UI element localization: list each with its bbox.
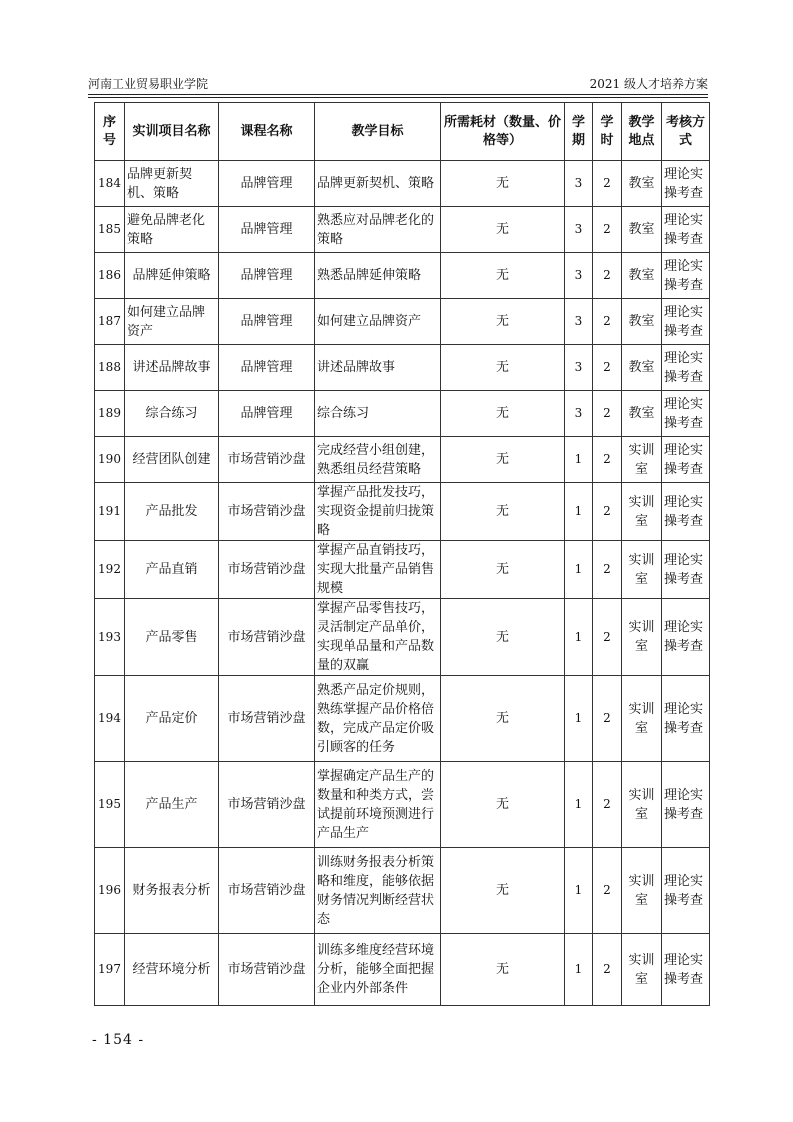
- cell-place: 实训室: [622, 437, 662, 483]
- cell-place: 实训室: [622, 676, 662, 762]
- cell-project: 产品生产: [125, 762, 219, 848]
- table-row: [95, 762, 710, 848]
- table-row: [95, 161, 710, 207]
- cell-course: 市场营销沙盘: [219, 541, 315, 599]
- cell-material: 无: [441, 299, 565, 345]
- cell-material: 无: [441, 762, 565, 848]
- cell-course: 市场营销沙盘: [219, 437, 315, 483]
- cell-hours: 2: [593, 253, 622, 299]
- cell-material: 无: [441, 391, 565, 437]
- cell-assess: 理论实操考查: [662, 934, 710, 1006]
- cell-assess: 理论实操考查: [662, 253, 710, 299]
- cell-no: 194: [95, 676, 125, 762]
- cell-term: 1: [565, 762, 593, 848]
- cell-goal: 掌握产品直销技巧，实现大批量产品销售规模: [315, 541, 441, 599]
- col-header-material: 所需耗材（数量、价格等）: [441, 103, 565, 161]
- cell-goal: 掌握确定产品生产的数量和种类方式，尝试提前环境预测进行产品生产: [315, 762, 441, 848]
- cell-project: 产品批发: [125, 483, 219, 541]
- cell-project: 产品零售: [125, 599, 219, 676]
- cell-assess: 理论实操考查: [662, 391, 710, 437]
- cell-term: 3: [565, 161, 593, 207]
- table-row: [95, 345, 710, 391]
- cell-material: 无: [441, 207, 565, 253]
- cell-place: 教室: [622, 207, 662, 253]
- cell-assess: 理论实操考查: [662, 762, 710, 848]
- cell-term: 1: [565, 541, 593, 599]
- table-row: [95, 483, 710, 541]
- cell-hours: 2: [593, 541, 622, 599]
- cell-goal: 综合练习: [315, 391, 441, 437]
- cell-goal: 熟悉应对品牌老化的策略: [315, 207, 441, 253]
- table-row: [95, 934, 710, 1006]
- cell-project: 品牌更新契机、策略: [125, 161, 219, 207]
- training-table: [94, 102, 710, 1006]
- cell-no: 190: [95, 437, 125, 483]
- cell-hours: 2: [593, 207, 622, 253]
- cell-material: 无: [441, 483, 565, 541]
- page-header: [88, 76, 708, 92]
- cell-course: 品牌管理: [219, 345, 315, 391]
- cell-project: 产品直销: [125, 541, 219, 599]
- table-row: [95, 599, 710, 676]
- cell-project: 避免品牌老化策略: [125, 207, 219, 253]
- cell-assess: 理论实操考查: [662, 207, 710, 253]
- plan-title: 2021 级人才培养方案: [589, 77, 708, 91]
- cell-goal: 训练财务报表分析策略和维度，能够依据财务情况判断经营状态: [315, 848, 441, 934]
- cell-term: 1: [565, 848, 593, 934]
- cell-assess: 理论实操考查: [662, 299, 710, 345]
- cell-project: 经营团队创建: [125, 437, 219, 483]
- cell-course: 品牌管理: [219, 391, 315, 437]
- col-header-goal: 教学目标: [315, 103, 441, 161]
- cell-project: 经营环境分析: [125, 934, 219, 1006]
- col-header-no: 序号: [95, 103, 125, 161]
- table-row: [95, 299, 710, 345]
- table-row: [95, 437, 710, 483]
- cell-project: 品牌延伸策略: [125, 253, 219, 299]
- col-header-place: 教学地点: [622, 103, 662, 161]
- cell-hours: 2: [593, 934, 622, 1006]
- cell-goal: 熟悉品牌延伸策略: [315, 253, 441, 299]
- cell-material: 无: [441, 253, 565, 299]
- cell-goal: 掌握产品零售技巧，灵活制定产品单价，实现单品量和产品数量的双赢: [315, 599, 441, 676]
- cell-hours: 2: [593, 299, 622, 345]
- cell-material: 无: [441, 161, 565, 207]
- cell-hours: 2: [593, 345, 622, 391]
- table-row: [95, 391, 710, 437]
- cell-hours: 2: [593, 161, 622, 207]
- cell-assess: 理论实操考查: [662, 848, 710, 934]
- cell-term: 3: [565, 345, 593, 391]
- table-row: [95, 676, 710, 762]
- cell-no: 196: [95, 848, 125, 934]
- cell-hours: 2: [593, 848, 622, 934]
- cell-term: 3: [565, 299, 593, 345]
- header-rule: [88, 94, 708, 95]
- cell-course: 品牌管理: [219, 207, 315, 253]
- cell-goal: 掌握产品批发技巧，实现资金提前归拢策略: [315, 483, 441, 541]
- cell-course: 品牌管理: [219, 253, 315, 299]
- cell-material: 无: [441, 848, 565, 934]
- cell-place: 实训室: [622, 848, 662, 934]
- cell-no: 197: [95, 934, 125, 1006]
- table-row: [95, 253, 710, 299]
- cell-assess: 理论实操考查: [662, 676, 710, 762]
- cell-assess: 理论实操考查: [662, 345, 710, 391]
- cell-assess: 理论实操考查: [662, 437, 710, 483]
- cell-assess: 理论实操考查: [662, 599, 710, 676]
- table-row: [95, 848, 710, 934]
- cell-goal: 品牌更新契机、策略: [315, 161, 441, 207]
- cell-assess: 理论实操考查: [662, 483, 710, 541]
- cell-goal: 如何建立品牌资产: [315, 299, 441, 345]
- col-header-term: 学期: [565, 103, 593, 161]
- cell-material: 无: [441, 676, 565, 762]
- cell-material: 无: [441, 599, 565, 676]
- cell-course: 市场营销沙盘: [219, 599, 315, 676]
- cell-place: 实训室: [622, 762, 662, 848]
- cell-course: 品牌管理: [219, 299, 315, 345]
- cell-hours: 2: [593, 676, 622, 762]
- cell-goal: 训练多维度经营环境分析，能够全面把握企业内外部条件: [315, 934, 441, 1006]
- table-row: [95, 541, 710, 599]
- cell-course: 市场营销沙盘: [219, 934, 315, 1006]
- col-header-assess: 考核方式: [662, 103, 710, 161]
- cell-goal: 完成经营小组创建，熟悉组员经营策略: [315, 437, 441, 483]
- cell-place: 实训室: [622, 483, 662, 541]
- cell-place: 教室: [622, 345, 662, 391]
- cell-place: 教室: [622, 161, 662, 207]
- cell-no: 195: [95, 762, 125, 848]
- table-row: [95, 207, 710, 253]
- cell-goal: 熟悉产品定价规则，熟练掌握产品价格倍数，完成产品定价吸引顾客的任务: [315, 676, 441, 762]
- cell-course: 市场营销沙盘: [219, 483, 315, 541]
- cell-no: 185: [95, 207, 125, 253]
- cell-term: 1: [565, 676, 593, 762]
- cell-material: 无: [441, 437, 565, 483]
- cell-material: 无: [441, 541, 565, 599]
- cell-hours: 2: [593, 762, 622, 848]
- cell-course: 市场营销沙盘: [219, 848, 315, 934]
- cell-term: 1: [565, 934, 593, 1006]
- cell-hours: 2: [593, 483, 622, 541]
- cell-no: 188: [95, 345, 125, 391]
- page-number: - 154 -: [92, 1032, 145, 1048]
- cell-project: 讲述品牌故事: [125, 345, 219, 391]
- cell-no: 191: [95, 483, 125, 541]
- cell-term: 3: [565, 391, 593, 437]
- cell-course: 品牌管理: [219, 161, 315, 207]
- cell-project: 产品定价: [125, 676, 219, 762]
- cell-term: 1: [565, 437, 593, 483]
- col-header-hours: 学时: [593, 103, 622, 161]
- institution-name: 河南工业贸易职业学院: [88, 77, 209, 91]
- cell-hours: 2: [593, 599, 622, 676]
- cell-material: 无: [441, 934, 565, 1006]
- cell-place: 实训室: [622, 599, 662, 676]
- cell-no: 193: [95, 599, 125, 676]
- cell-project: 如何建立品牌资产: [125, 299, 219, 345]
- col-header-project: 实训项目名称: [125, 103, 219, 161]
- cell-place: 实训室: [622, 541, 662, 599]
- cell-no: 187: [95, 299, 125, 345]
- cell-no: 186: [95, 253, 125, 299]
- cell-course: 市场营销沙盘: [219, 762, 315, 848]
- col-header-course: 课程名称: [219, 103, 315, 161]
- cell-place: 教室: [622, 253, 662, 299]
- header-rule-thin: [88, 97, 708, 98]
- cell-material: 无: [441, 345, 565, 391]
- cell-goal: 讲述品牌故事: [315, 345, 441, 391]
- cell-no: 192: [95, 541, 125, 599]
- cell-place: 教室: [622, 391, 662, 437]
- cell-project: 综合练习: [125, 391, 219, 437]
- cell-assess: 理论实操考查: [662, 541, 710, 599]
- cell-project: 财务报表分析: [125, 848, 219, 934]
- cell-course: 市场营销沙盘: [219, 676, 315, 762]
- cell-place: 教室: [622, 299, 662, 345]
- table-header-row: [95, 103, 710, 161]
- cell-place: 实训室: [622, 934, 662, 1006]
- cell-no: 184: [95, 161, 125, 207]
- cell-term: 3: [565, 253, 593, 299]
- cell-assess: 理论实操考查: [662, 161, 710, 207]
- cell-hours: 2: [593, 437, 622, 483]
- cell-no: 189: [95, 391, 125, 437]
- cell-term: 3: [565, 207, 593, 253]
- cell-hours: 2: [593, 391, 622, 437]
- cell-term: 1: [565, 483, 593, 541]
- cell-term: 1: [565, 599, 593, 676]
